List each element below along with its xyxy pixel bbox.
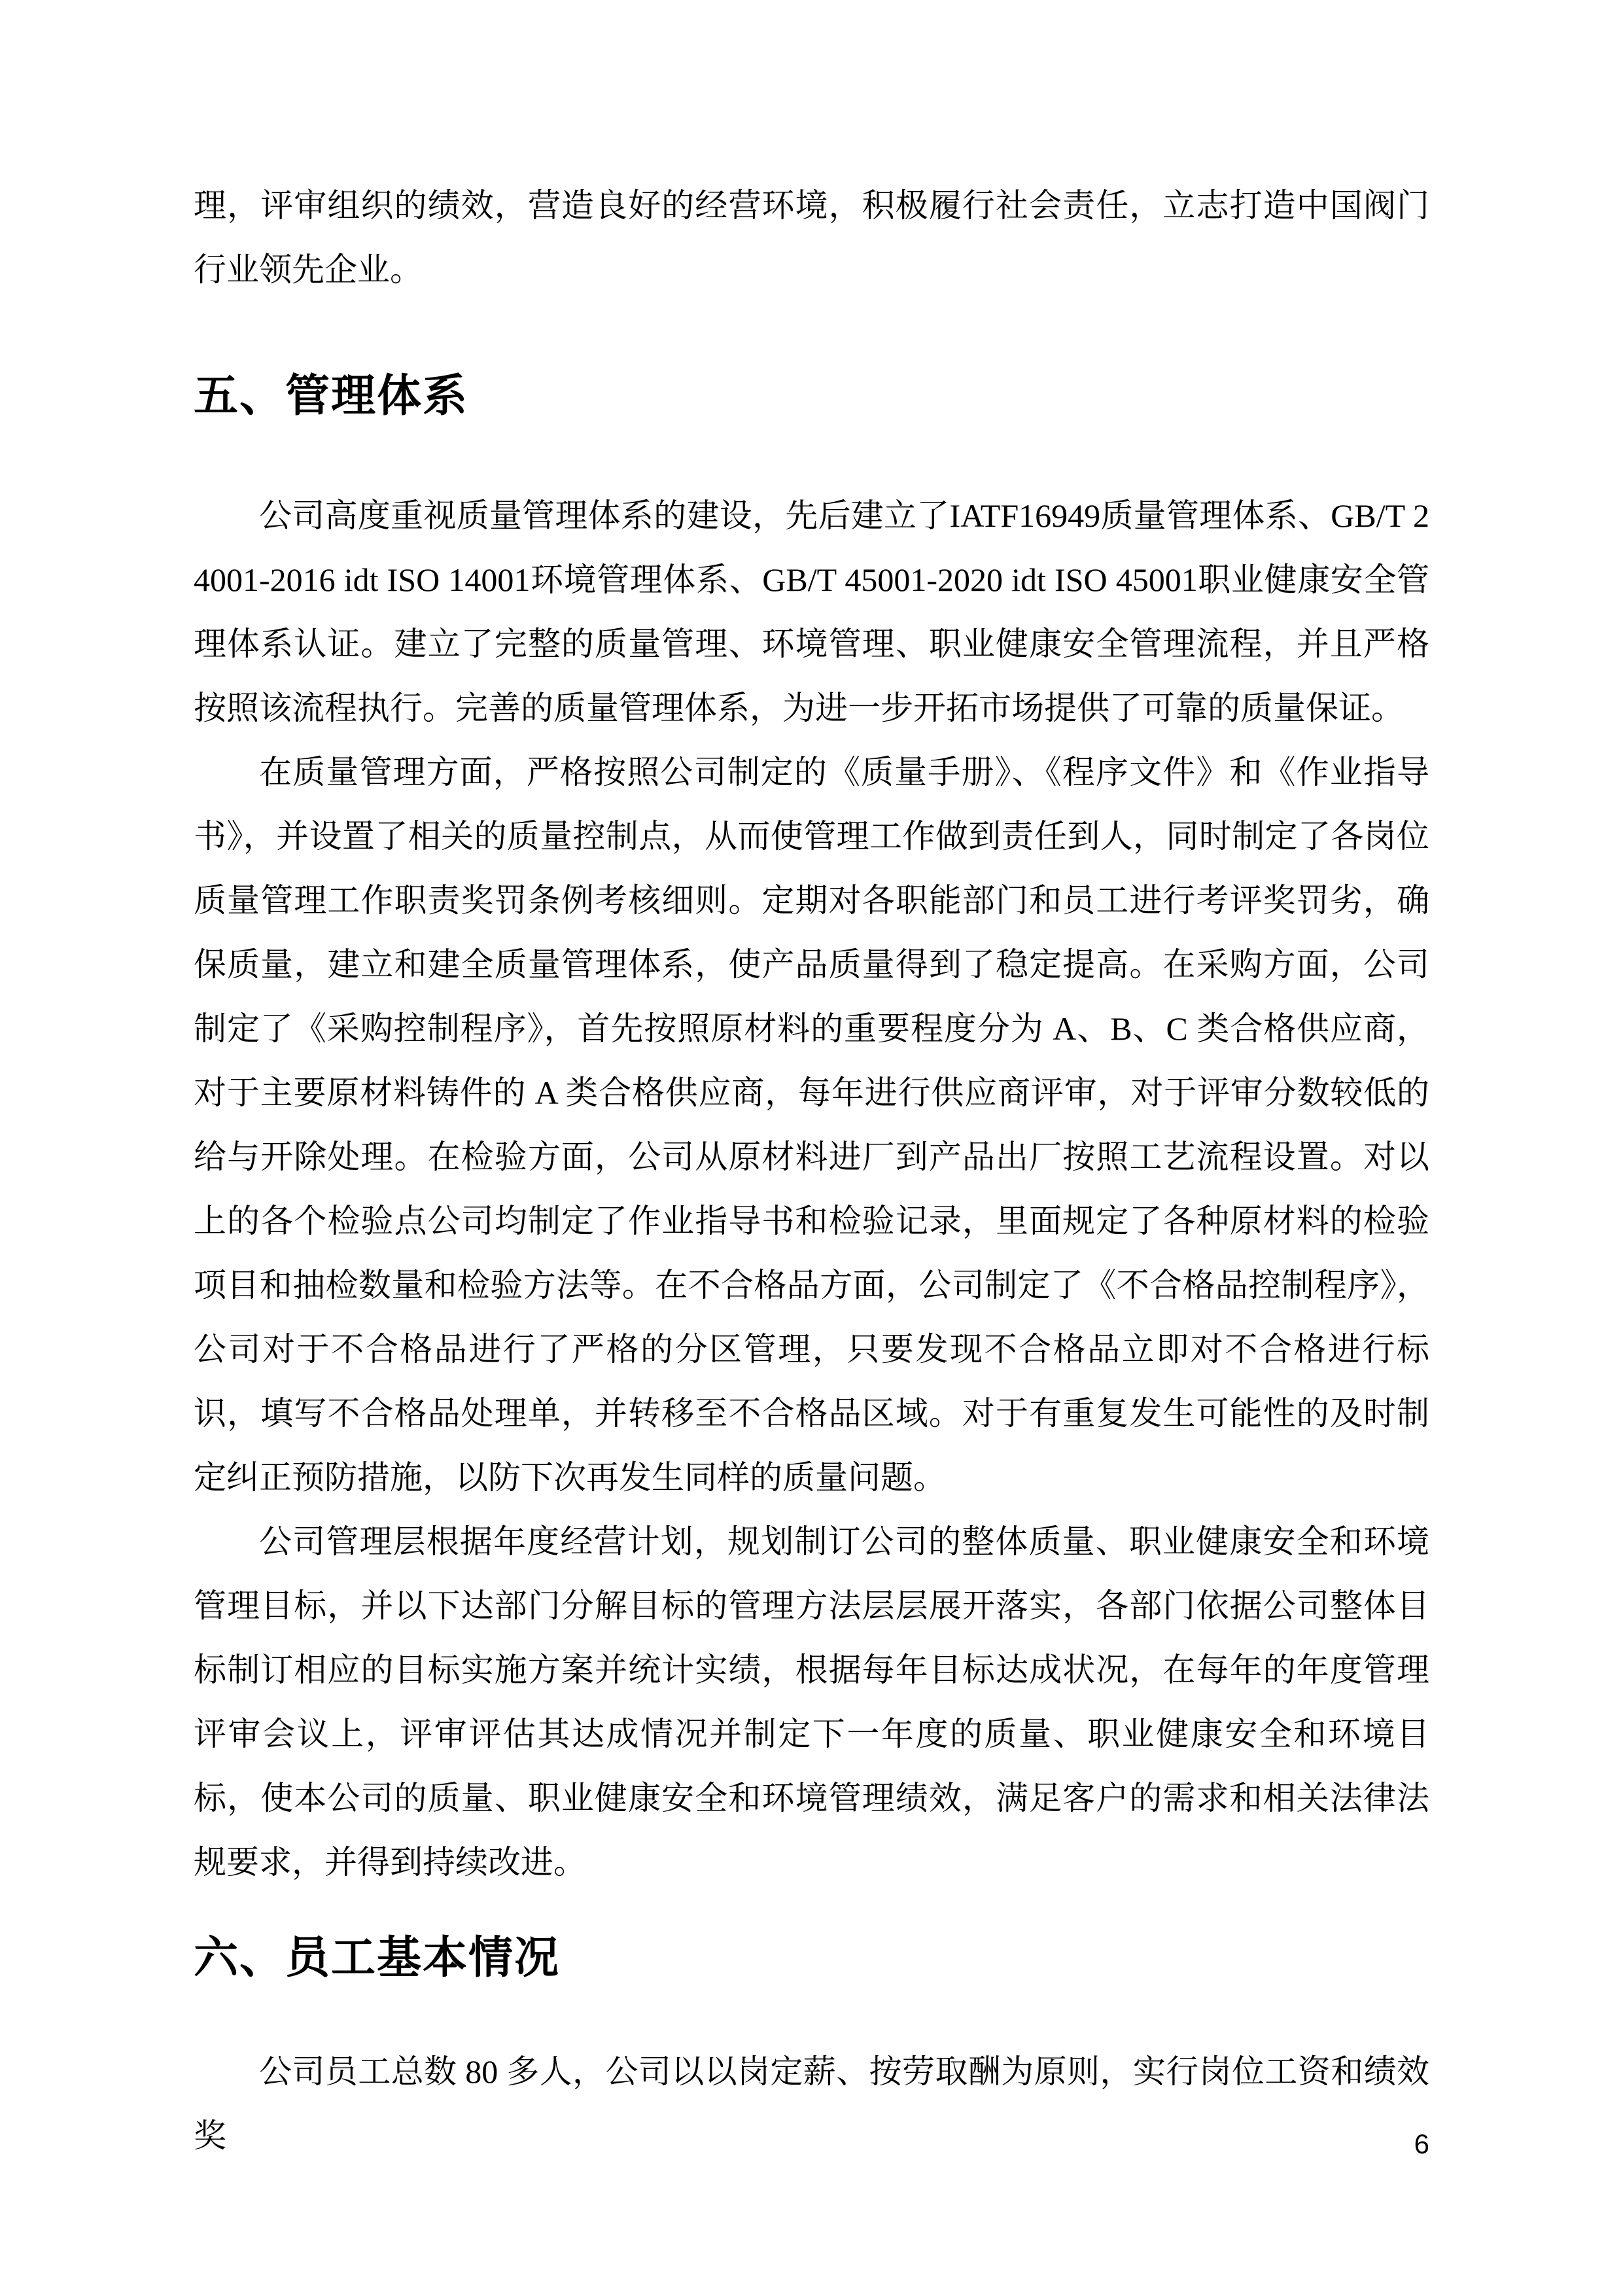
page-number: 6 — [1414, 2128, 1429, 2159]
continuation-paragraph: 理，评审组织的绩效，营造良好的经营环境，积极履行社会责任，立志打造中国阀门行业领先企业。 — [194, 187, 1429, 288]
body-paragraph: 在质量管理方面，严格按照公司制定的《质量手册》、《程序文件》和《作业指导书》，并设置了相关的质量控制点，从而使管理工作做到责任到人，同时制定了各岗位质量管理工作职责奖罚条例考核细则。定期对各职能部门和员工进行考评奖罚劣，确保质量，建立和建全质量管理体系，使产品质量得到了稳定提高。在采购方面，公司制定了《采购控制程序》，首先按照原材料的重要程度分为 A、B、C 类合格供应商，对于主要原材料铸件的 A 类合格供应商，每年进行供应商评审，对于评审分数较低的给与开除处理。在检验方面，公司从原材料进厂到产品出厂按照工艺流程设置。对以上的各个检验点公司均制定了作业指导书和检验记录，里面规定了各种原材料的检验项目和抽检数量和检验方法等。在不合格品方面，公司制定了《不合格品控制程序》，公司对于不合格品进行了严格的分区管理，只要发现不合格品立即对不合格进行标识，填写不合格品处理单，并转移至不合格品区域。对于有重复发生可能性的及时制定纠正预防措施，以防下次再发生同样的质量问题。 — [194, 754, 1429, 1496]
section-heading: 六、员工基本情况 — [194, 1933, 561, 1983]
section-management-system — [194, 363, 1429, 1894]
section-heading: 五、管理体系 — [194, 371, 469, 421]
section-employee-overview — [194, 1925, 1429, 2168]
document-content — [194, 173, 1429, 2168]
body-paragraph: 公司员工总数 80 多人，公司以以岗定薪、按劳取酬为原则，实行岗位工资和绩效奖 — [194, 2053, 1429, 2154]
body-paragraph: 公司高度重视质量管理体系的建设，先后建立了IATF16949质量管理体系、GB/T 24001-2016 idt ISO 14001环境管理体系、GB/T 45001-2020 idt ISO 45001职业健康安全管理体系认证。建立了完整的质量管理、环境管理、职业健康安全管理流程，并且严格按照该流程执行。完善的质量管理体系，为进一步开拓市场提供了可靠的质量保证。 — [194, 497, 1429, 726]
body-paragraph: 公司管理层根据年度经营计划，规划制订公司的整体质量、职业健康安全和环境管理目标，并以下达部门分解目标的管理方法层层展开落实，各部门依据公司整体目标制订相应的目标实施方案并统计实绩，根据每年目标达成状况，在每年的年度管理评审会议上，评审评估其达成情况并制定下一年度的质量、职业健康安全和环境目标，使本公司的质量、职业健康安全和环境管理绩效，满足客户的需求和相关法律法规要求，并得到持续改进。 — [194, 1523, 1429, 1881]
